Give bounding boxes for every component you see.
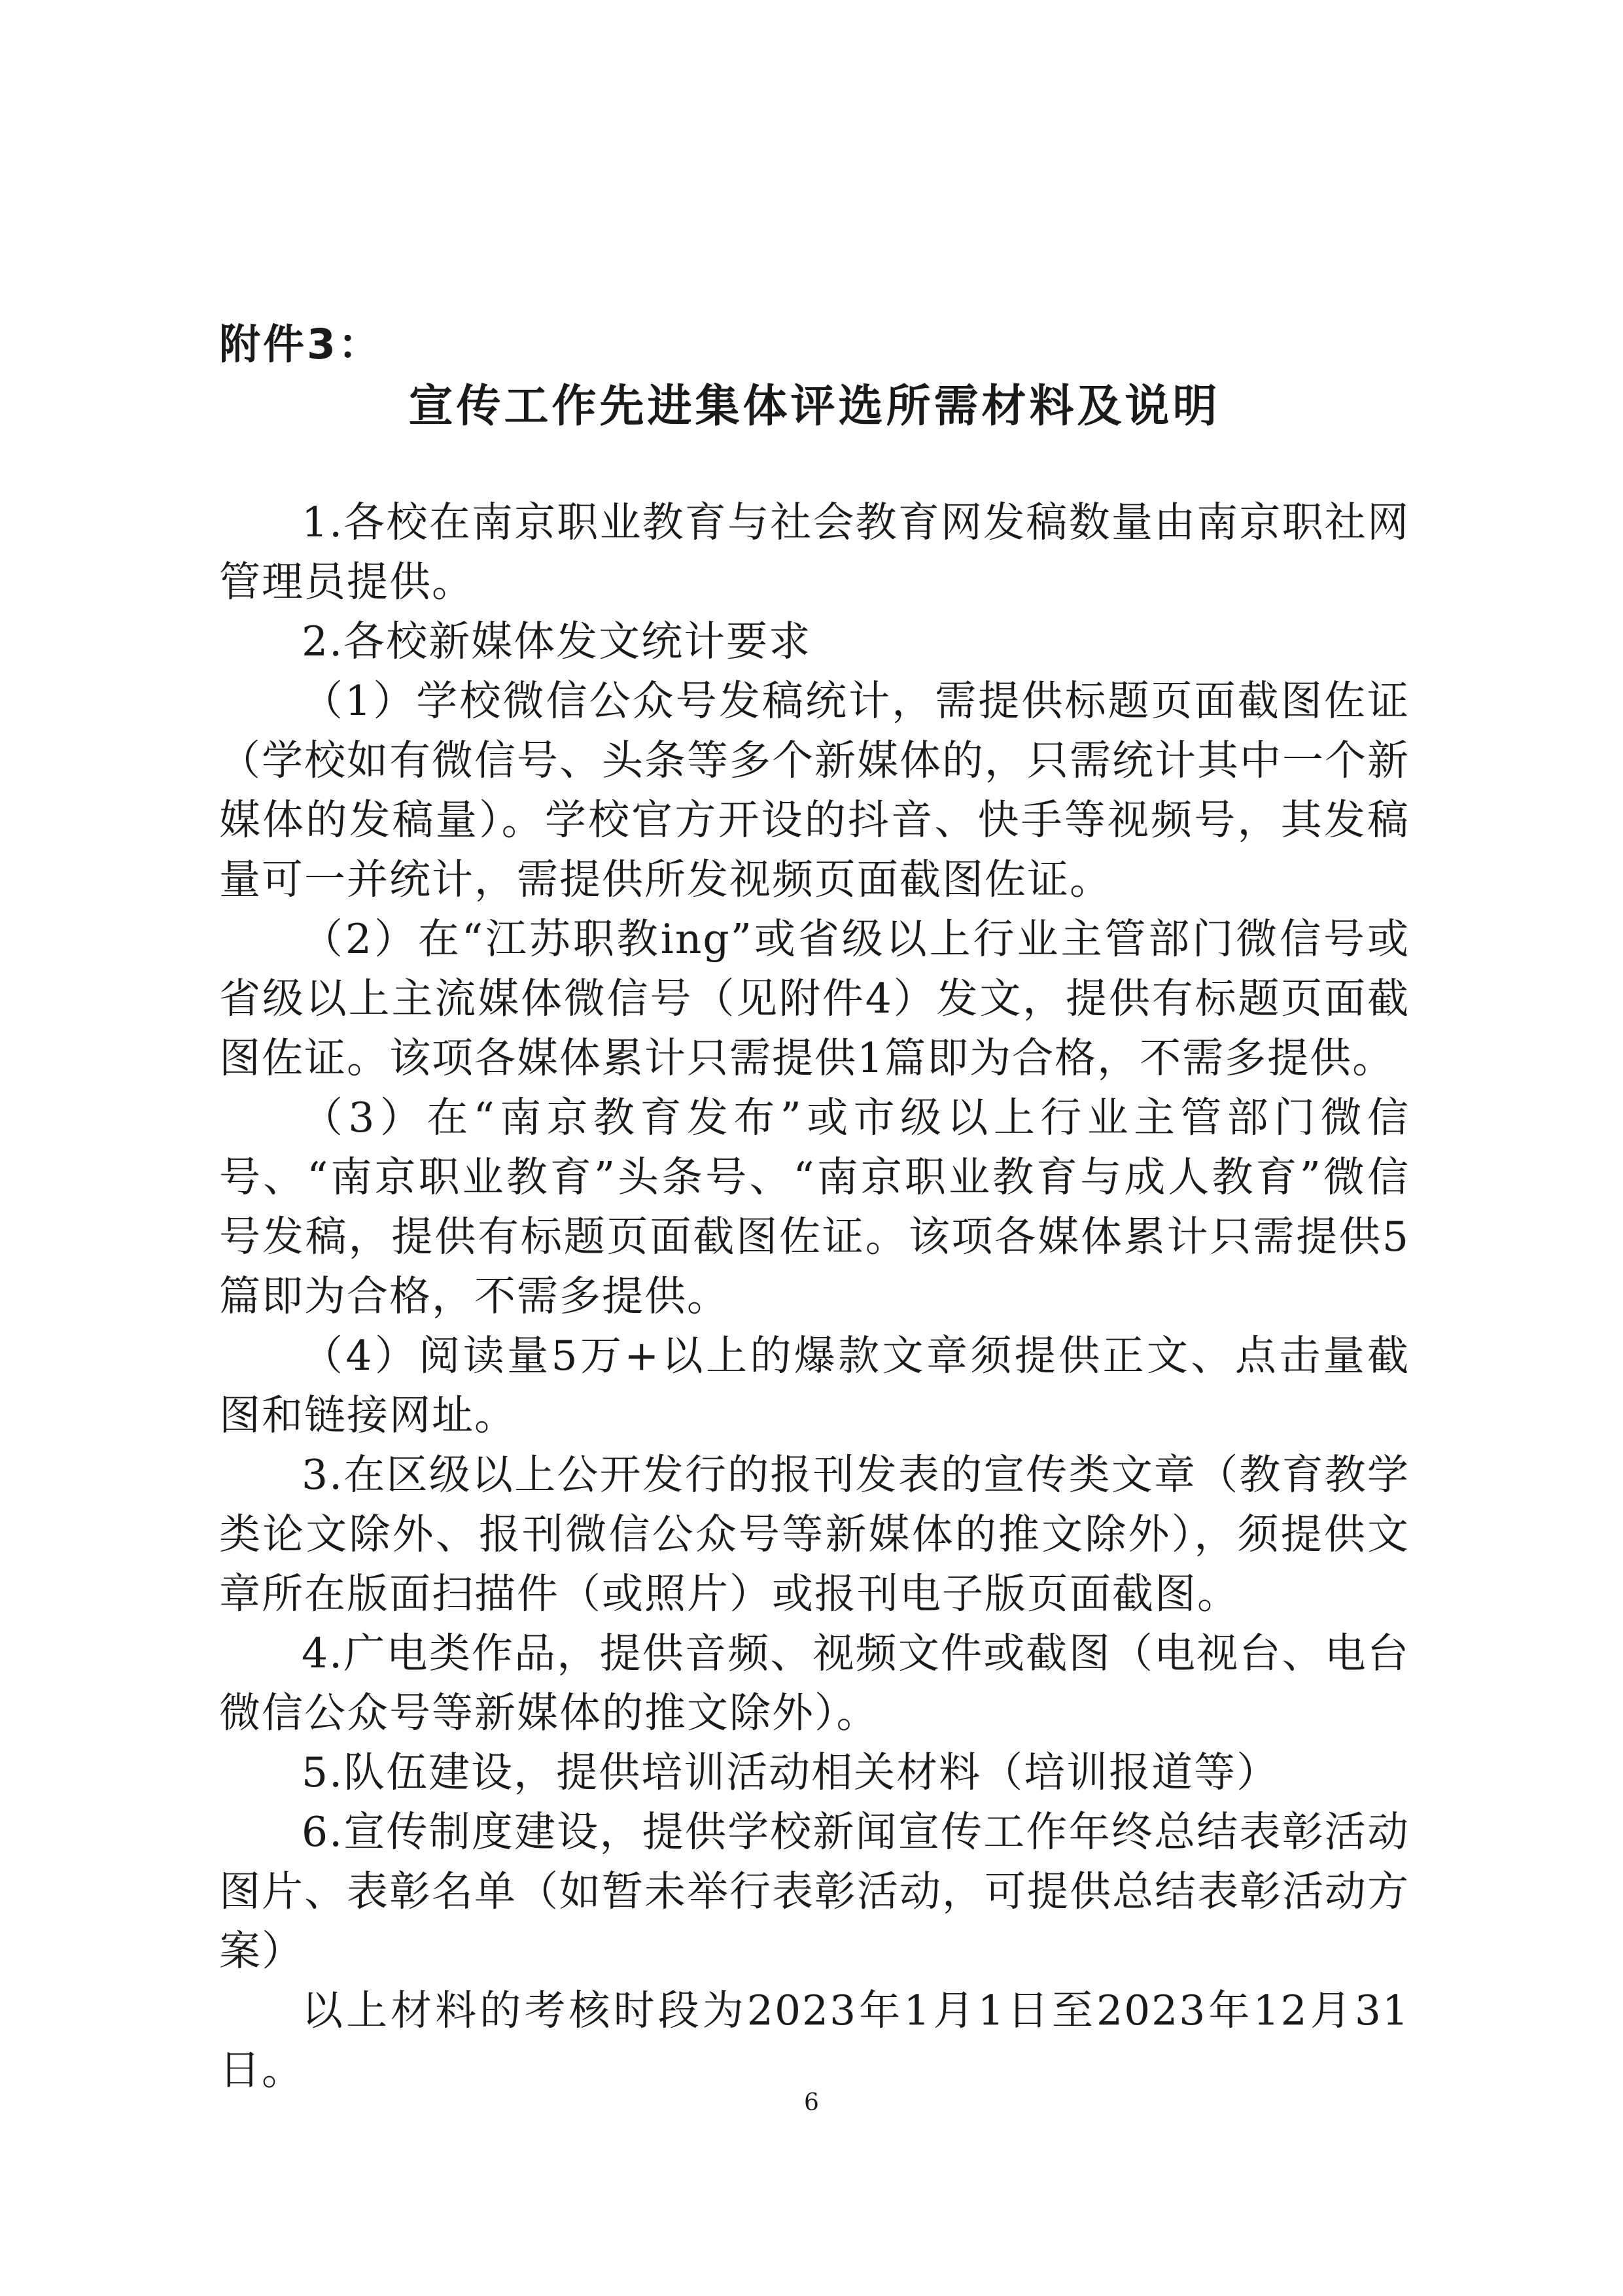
document-title: 宣传工作先进集体评选所需材料及说明 <box>408 381 1221 432</box>
paragraph-item-2-3: （3）在“南京教育发布”或市级以上行业主管部门微信号、“南京职业教育”头条号、“南京职业教育与成人教育”微信号发稿，提供有标题页面截图佐证。该项各媒体累计只需提供5篇即为合格，不需多提供。 <box>219 1094 1410 1320</box>
paragraph-item-3: 3.在区级以上公开发行的报刊发表的宣传类文章（教育教学类论文除外、报刊微信公众号等新媒体的推文除外），须提供文章所在版面扫描件（或照片）或报刊电子版页面截图。 <box>219 1451 1410 1618</box>
paragraph-item-2-4: （4）阅读量5万+以上的爆款文章须提供正文、点击量截图和链接网址。 <box>219 1332 1410 1439</box>
paragraph-item-2-1: （1）学校微信公众号发稿统计，需提供标题页面截图佐证（学校如有微信号、头条等多个新媒体的，只需统计其中一个新媒体的发稿量）。学校官方开设的抖音、快手等视频号，其发稿量可一并统计，需提供所发视频页面截图佐证。 <box>219 677 1410 903</box>
page-number: 6 <box>804 2089 819 2116</box>
paragraph-item-5: 5.队伍建设，提供培训活动相关材料（培训报道等） <box>302 1748 1280 1796</box>
assessment-period-note: 以上材料的考核时段为2023年1月1日至2023年12月31日。 <box>219 1987 1410 2094</box>
paragraph-item-6: 6.宣传制度建设，提供学校新闻宣传工作年终总结表彰活动图片、表彰名单（如暂未举行表彰活动，可提供总结表彰活动方案） <box>219 1808 1410 1975</box>
paragraph-item-1: 1.各校在南京职业教育与社会教育网发稿数量由南京职社网管理员提供。 <box>219 498 1410 606</box>
paragraph-item-2: 2.各校新媒体发文统计要求 <box>302 617 812 665</box>
document-body <box>219 493 1410 2100</box>
paragraph-item-4: 4.广电类作品，提供音频、视频文件或截图（电视台、电台微信公众号等新媒体的推文除外）。 <box>219 1629 1410 1737</box>
paragraph-item-2-2: （2）在“江苏职教ing”或省级以上行业主管部门微信号或省级以上主流媒体微信号（见附件4）发文，提供有标题页面截图佐证。该项各媒体累计只需提供1篇即为合格，不需多提供。 <box>219 915 1410 1082</box>
attachment-label: 附件3： <box>219 321 382 368</box>
